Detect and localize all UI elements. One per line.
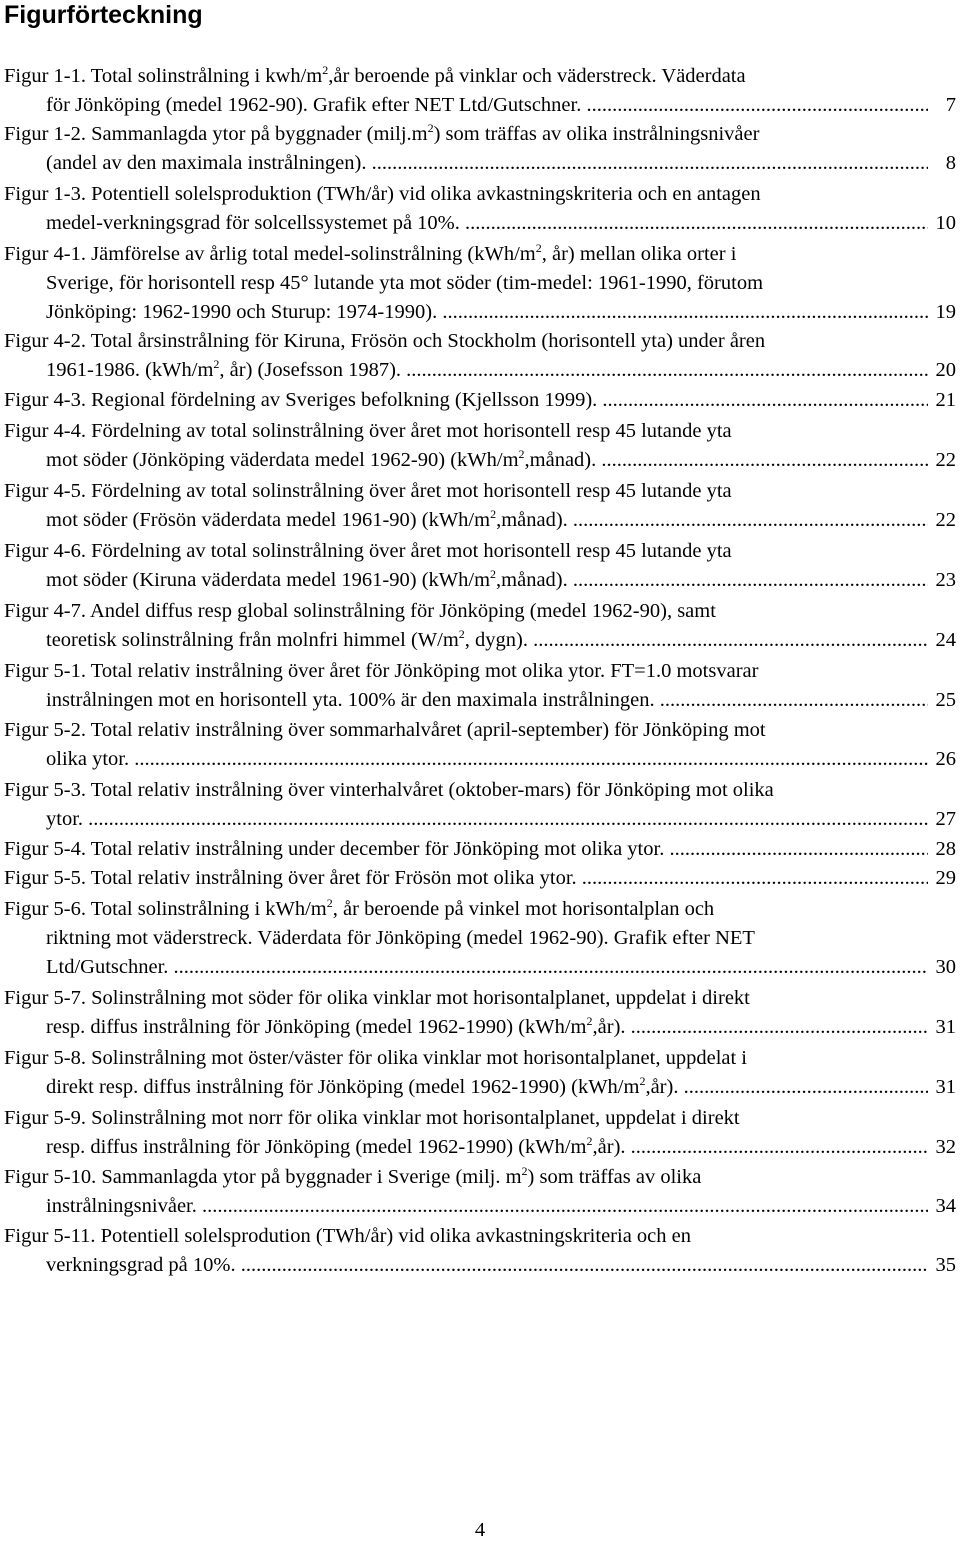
entry-text: Jönköping: 1962-1990 och Sturup: 1974-1990). (46, 301, 438, 323)
toc-entry-text (4, 417, 732, 446)
toc-entry-text (4, 895, 714, 924)
toc-entry-line (0, 953, 960, 982)
toc-entry-line (0, 776, 960, 805)
toc-entry-text (46, 149, 928, 178)
toc-page-number: 32 (934, 1133, 957, 1162)
toc-entry-text (46, 924, 755, 953)
superscript: 2 (490, 507, 497, 521)
toc-page-number: 27 (934, 805, 957, 834)
toc-page-number: 22 (934, 506, 957, 535)
entry-text: olika ytor. (46, 748, 130, 770)
toc-entry-line (0, 895, 960, 924)
toc-entry-text (46, 506, 928, 535)
entry-text: Figur 5-1. Total relativ instrålning över året för Jönköping mot olika ytor. FT=1.0 motsvarar (4, 660, 759, 682)
entry-text: teoretisk solinstrålning från molnfri himmel (W/m (46, 629, 459, 651)
superscript: 2 (458, 627, 465, 641)
superscript: 2 (213, 357, 220, 371)
entry-text: Figur 4-5. Fördelning av total solinstrålning över året mot horisontell resp 45 lutande yta (4, 480, 732, 502)
entry-text: Ltd/Gutschner. (46, 956, 169, 978)
toc-entry-line (0, 298, 960, 327)
toc-entry-text (4, 386, 928, 415)
entry-text-continued: , år) mellan olika orter i (541, 243, 737, 265)
toc-page-number: 10 (934, 209, 957, 238)
toc-page-number: 20 (934, 356, 957, 385)
entry-text: mot söder (Jönköping väderdata medel 1962-90) (kWh/m (46, 449, 519, 471)
toc-page-number: 26 (934, 745, 957, 774)
entry-text: Figur 5-11. Potentiell solelsprodution (TWh/år) vid olika avkastningskriteria och en (4, 1225, 691, 1247)
entry-text: Figur 1-3. Potentiell solelsproduktion (TWh/år) vid olika avkastningskriteria och en antagen (4, 183, 761, 205)
toc-entry-text (46, 1133, 928, 1162)
toc-entry-line (0, 716, 960, 745)
toc-entry-text (46, 356, 928, 385)
toc-entry-text (46, 686, 928, 715)
entry-text: Figur 5-2. Total relativ instrålning över sommarhalvåret (april-september) för Jönköping mot (4, 719, 766, 741)
entry-text-continued: ) som träffas av olika (527, 1166, 702, 1188)
toc-entry-line (0, 864, 960, 893)
toc-page-number: 34 (934, 1192, 957, 1221)
superscript: 2 (322, 63, 329, 77)
toc-page-number: 30 (934, 953, 957, 982)
entry-text: resp. diffus instrålning för Jönköping (medel 1962-1990) (kWh/m (46, 1136, 587, 1158)
entry-text: Figur 5-6. Total solinstrålning i kWh/m (4, 898, 327, 920)
toc-page-number: 19 (934, 298, 957, 327)
toc-entry-text (4, 327, 765, 356)
toc-entry-line (0, 1013, 960, 1042)
entry-text: Figur 4-4. Fördelning av total solinstrålning över året mot horisontell resp 45 lutande yta (4, 420, 732, 442)
entry-text: Figur 5-4. Total relativ instrålning under december för Jönköping mot olika ytor. (4, 838, 665, 860)
page-title: Figurförteckning (4, 1, 203, 29)
toc-page-number: 21 (934, 386, 957, 415)
toc-entry-text (46, 566, 928, 595)
toc-entry-text (46, 626, 928, 655)
toc-entry-line (0, 1133, 960, 1162)
toc-entry-text (4, 120, 759, 149)
toc-page-number: 29 (934, 864, 957, 893)
toc-entry-line (0, 149, 960, 178)
toc-entry-text (4, 1222, 691, 1251)
superscript: 2 (535, 241, 542, 255)
toc-entry-text (4, 776, 774, 805)
entry-text: medel-verkningsgrad för solcellssystemet på 10%. (46, 212, 460, 234)
toc-entry-line (0, 1073, 960, 1102)
entry-text: mot söder (Kiruna väderdata medel 1961-90) (kWh/m (46, 569, 491, 591)
toc-entry-line (0, 745, 960, 774)
entry-text: instrålningen mot en horisontell yta. 100% är den maximala instrålningen. (46, 689, 655, 711)
toc-entry-text (46, 805, 928, 834)
toc-entry-line (0, 91, 960, 120)
entry-text-continued: , år) (Josefsson 1987). (219, 359, 402, 381)
toc-entry-text (4, 984, 750, 1013)
toc-entry-text (4, 716, 766, 745)
toc-entry-text (4, 1163, 701, 1192)
entry-text: Figur 4-7. Andel diffus resp global solinstrålning för Jönköping (medel 1962-90), samt (4, 600, 716, 622)
toc-entry-line (0, 62, 960, 91)
toc-entry-line (0, 686, 960, 715)
entry-text: ytor. (46, 808, 84, 830)
toc-entry-line (0, 1104, 960, 1133)
toc-page-number: 7 (944, 91, 956, 120)
toc-entry-line (0, 506, 960, 535)
toc-entry-text (46, 1251, 928, 1280)
entry-text: (andel av den maximala instrålningen). (46, 152, 367, 174)
entry-text: riktning mot väderstreck. Väderdata för Jönköping (medel 1962-90). Grafik efter NET (46, 927, 755, 949)
toc-entry-line (0, 386, 960, 415)
entry-text-continued: ) som träffas av olika instrålningsnivåer (433, 123, 760, 145)
toc-entry-text (4, 864, 928, 893)
entry-text: resp. diffus instrålning för Jönköping (medel 1962-1990) (kWh/m (46, 1016, 587, 1038)
entry-text: verkningsgrad på 10%. (46, 1254, 236, 1276)
toc-entry-line (0, 805, 960, 834)
toc-entry-text (4, 1044, 747, 1073)
toc-entry-line (0, 537, 960, 566)
toc-entry-text (4, 657, 758, 686)
toc-page-number: 31 (934, 1073, 957, 1102)
superscript: 2 (586, 1014, 593, 1028)
entry-text: mot söder (Frösön väderdata medel 1961-90) (kWh/m (46, 509, 491, 531)
toc-entry-line (0, 269, 960, 298)
entry-text: Sverige, för horisontell resp 45° lutande yta mot söder (tim-medel: 1961-1990, förutom (46, 272, 764, 294)
toc-page-number: 35 (934, 1251, 957, 1280)
toc-entry-line (0, 626, 960, 655)
superscript: 2 (326, 896, 333, 910)
entry-text: 1961-1986. (kWh/m (46, 359, 214, 381)
entry-text: Figur 4-6. Fördelning av total solinstrålning över året mot horisontell resp 45 lutande yta (4, 540, 732, 562)
toc-entry-text (46, 446, 928, 475)
entry-text-continued: ,år beroende på vinklar och väderstreck. Väderdata (328, 65, 746, 87)
toc-entry-line (0, 180, 960, 209)
toc-entry-line (0, 417, 960, 446)
entry-text-continued: ,år). (645, 1076, 679, 1098)
toc-page-number: 24 (934, 626, 957, 655)
toc-entry-text (46, 953, 928, 982)
toc-entry-text (4, 835, 928, 864)
toc-page-number: 28 (934, 835, 957, 864)
toc-entry-text (46, 91, 928, 120)
toc-entry-line (0, 356, 960, 385)
entry-text: Figur 4-1. Jämförelse av årlig total medel-solinstrålning (kWh/m (4, 243, 536, 265)
page-number: 4 (474, 1519, 486, 1541)
toc-entry-text (46, 209, 928, 238)
toc-entry-text (4, 1104, 740, 1133)
toc-entry-line (0, 1044, 960, 1073)
toc-entry-text (4, 477, 732, 506)
toc-entry-text (46, 1013, 928, 1042)
entry-text-continued: ,månad). (496, 569, 568, 591)
toc-entry-text (4, 240, 736, 269)
superscript: 2 (521, 1164, 528, 1178)
toc-page-number: 8 (944, 149, 956, 178)
entry-text: Figur 1-1. Total solinstrålning i kwh/m (4, 65, 323, 87)
toc-entry-text (4, 597, 716, 626)
toc-entry-text (46, 1073, 928, 1102)
entry-text: Figur 5-3. Total relativ instrålning över vinterhalvåret (oktober-mars) för Jönköping mot olika (4, 779, 774, 801)
entry-text: Figur 1-2. Sammanlagda ytor på byggnader (milj.m (4, 123, 428, 145)
toc-entry-line (0, 1251, 960, 1280)
entry-text-continued: ,år). (592, 1016, 626, 1038)
toc-entry-line (0, 1222, 960, 1251)
toc-entry-line (0, 597, 960, 626)
entry-text-continued: ,månad). (524, 449, 597, 471)
entry-text: Figur 5-9. Solinstrålning mot norr för olika vinklar mot horisontalplanet, uppdelat i direkt (4, 1107, 740, 1129)
toc-entry-text (46, 745, 928, 774)
superscript: 2 (639, 1074, 646, 1088)
entry-text: för Jönköping (medel 1962-90). Grafik efter NET Ltd/Gutschner. (46, 94, 582, 116)
superscript: 2 (427, 121, 434, 135)
toc-entry-line (0, 984, 960, 1013)
toc-entry-text (46, 1192, 928, 1221)
toc-entry-line (0, 477, 960, 506)
entry-text-continued: , år beroende på vinkel mot horisontalplan och (332, 898, 715, 920)
entry-text: Figur 5-8. Solinstrålning mot öster/väster för olika vinklar mot horisontalplanet, uppdelat i (4, 1047, 748, 1069)
entry-text: Figur 4-3. Regional fördelning av Sveriges befolkning (Kjellsson 1999). (4, 389, 598, 411)
toc-entry-line (0, 446, 960, 475)
superscript: 2 (518, 447, 525, 461)
toc-page-number: 31 (934, 1013, 957, 1042)
toc-entry-line (0, 566, 960, 595)
superscript: 2 (490, 567, 497, 581)
toc-page-number: 23 (934, 566, 957, 595)
toc-entry-line (0, 1192, 960, 1221)
entry-text: Figur 5-5. Total relativ instrålning över året för Frösön mot olika ytor. (4, 867, 577, 889)
toc-page-number: 22 (934, 446, 957, 475)
entry-text: Figur 5-10. Sammanlagda ytor på byggnader i Sverige (milj. m (4, 1166, 522, 1188)
entry-text: instrålningsnivåer. (46, 1195, 197, 1217)
toc-entry-line (0, 327, 960, 356)
toc-entry-line (0, 240, 960, 269)
toc-entry-line (0, 924, 960, 953)
entry-text: direkt resp. diffus instrålning för Jönköping (medel 1962-1990) (kWh/m (46, 1076, 640, 1098)
toc-entry-text (46, 298, 928, 327)
toc-entry-text (46, 269, 763, 298)
toc-entry-text (4, 62, 746, 91)
entry-text-continued: , dygn). (464, 629, 528, 651)
toc-page-number: 25 (934, 686, 957, 715)
entry-text-continued: ,år). (592, 1136, 626, 1158)
toc-entry-line (0, 120, 960, 149)
toc-entry-text (4, 537, 732, 566)
entry-text: Figur 4-2. Total årsinstrålning för Kiruna, Frösön och Stockholm (horisontell yta) under åren (4, 330, 766, 352)
toc-entry-line (0, 209, 960, 238)
toc-entry-line (0, 1163, 960, 1192)
entry-text: Figur 5-7. Solinstrålning mot söder för olika vinklar mot horisontalplanet, uppdelat i direkt (4, 987, 750, 1009)
superscript: 2 (586, 1134, 593, 1148)
toc-entry-text (4, 180, 761, 209)
toc-entry-line (0, 657, 960, 686)
entry-text-continued: ,månad). (496, 509, 568, 531)
toc-entry-line (0, 835, 960, 864)
